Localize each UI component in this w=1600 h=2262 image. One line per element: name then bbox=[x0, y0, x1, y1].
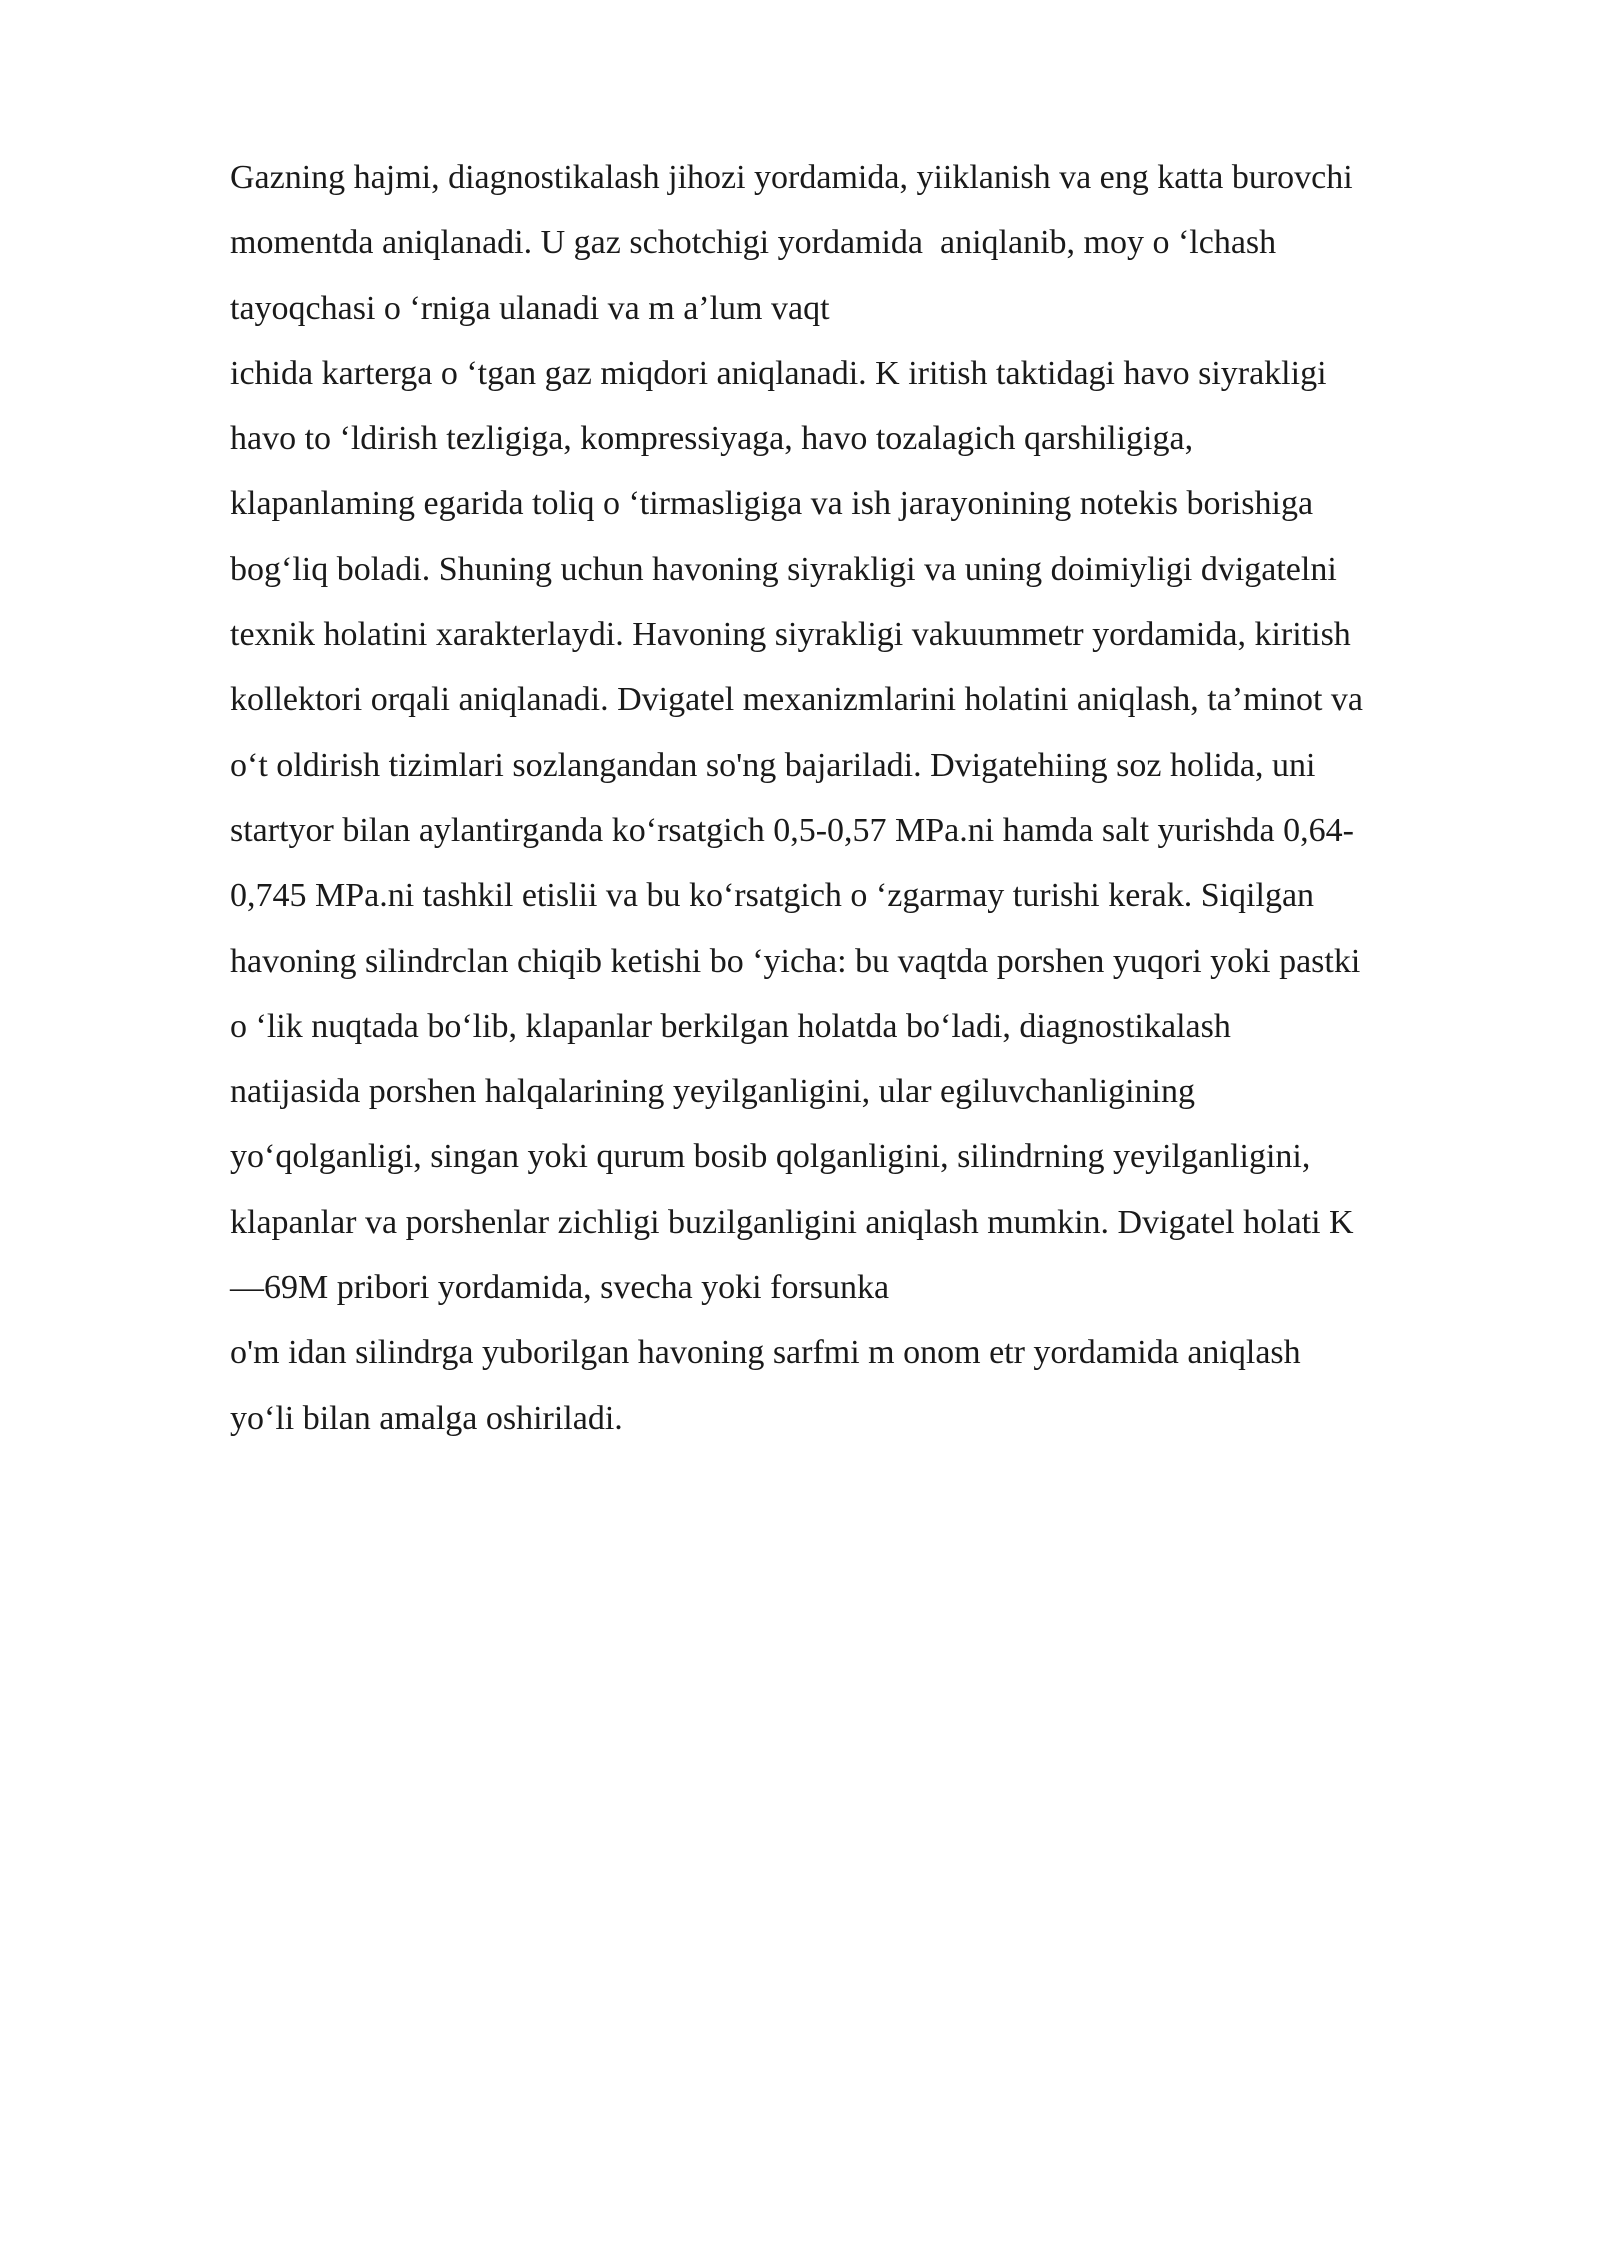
text-line: natijasida porshen halqalarining yeyilganligini, ular egiluvchanligining bbox=[230, 1073, 1195, 1111]
text-line: texnik holatini xarakterlaydi. Havoning siyrakligi vakuummetr yordamida, kiritish bbox=[230, 616, 1351, 654]
text-line: klapanlaming egarida toliq o ‘tirmasligiga va ish jarayonining notekis borishiga bbox=[230, 485, 1314, 523]
body-paragraph bbox=[230, 145, 1550, 1451]
text-line: startyor bilan aylantirganda ko‘rsatgich 0,5-0,57 MPa.ni hamda salt yurishda 0,64- bbox=[230, 811, 1354, 849]
text-line: yo‘qolganligi, singan yoki qurum bosib qolganligini, silindrning yeyilganligini, bbox=[230, 1138, 1311, 1176]
text-line: —69M pribori yordamida, svecha yoki forsunka bbox=[230, 1269, 890, 1307]
text-line: o ‘lik nuqtada bo‘lib, klapanlar berkilgan holatda bo‘ladi, diagnostikalash bbox=[230, 1007, 1231, 1045]
text-line: o‘t oldirish tizimlari sozlangandan so'ng bajariladi. Dvigatehiing soz holida, uni bbox=[230, 746, 1316, 784]
text-line: momentda aniqlanadi. U gaz schotchigi yordamida aniqlanib, moy o ‘lchash bbox=[230, 224, 1277, 262]
text-line: kollektori orqali aniqlanadi. Dvigatel mexanizmlarini holatini aniqlash, ta’minot va bbox=[230, 681, 1364, 719]
text-line: o'm idan silindrga yuborilgan havoning sarfmi m onom etr yordamida aniqlash bbox=[230, 1334, 1301, 1372]
text-line: havo to ‘ldirish tezligiga, kompressiyaga, havo tozalagich qarshiligiga, bbox=[230, 420, 1194, 458]
text-line: Gazning hajmi, diagnostikalash jihozi yordamida, yiiklanish va eng katta burovchi bbox=[230, 159, 1353, 196]
text-line: bog‘liq boladi. Shuning uchun havoning siyrakligi va uning doimiyligi dvigatelni bbox=[230, 550, 1337, 588]
text-line: tayoqchasi o ‘rniga ulanadi va m a’lum vaqt bbox=[230, 289, 830, 327]
text-line: yo‘li bilan amalga oshiriladi. bbox=[230, 1399, 623, 1437]
text-line: klapanlar va porshenlar zichligi buzilganligini aniqlash mumkin. Dvigatel holati K bbox=[230, 1203, 1354, 1241]
text-line: havoning silindrclan chiqib ketishi bo ‘yicha: bu vaqtda porshen yuqori yoki pastki bbox=[230, 942, 1361, 980]
text-line: 0,745 MPa.ni tashkil etislii va bu ko‘rsatgich o ‘zgarmay turishi kerak. Siqilgan bbox=[230, 877, 1315, 915]
text-line: ichida karterga o ‘tgan gaz miqdori aniqlanadi. K iritish taktidagi havo siyrakligi bbox=[230, 354, 1327, 392]
